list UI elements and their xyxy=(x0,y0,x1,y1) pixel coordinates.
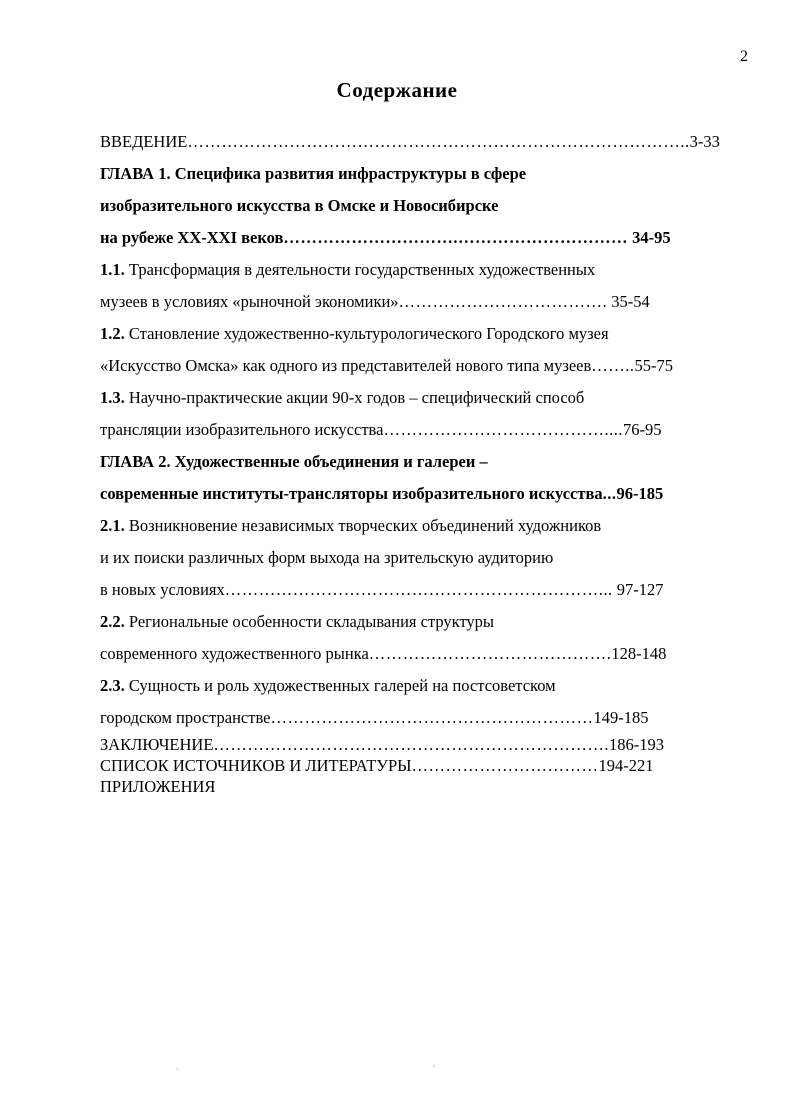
toc-entry-line xyxy=(100,318,755,350)
toc-entry-text: на рубеже XX-XXI веков xyxy=(100,228,284,247)
toc-leader-dots: ………………………………………………… xyxy=(270,708,594,727)
toc-entry-text: Трансформация в деятельности государственных художественных xyxy=(124,260,596,279)
toc-entry-line xyxy=(100,158,755,190)
toc-entry-number: 2.1. xyxy=(100,516,125,535)
toc-entry-line xyxy=(100,606,755,638)
toc-entry-text: Возникновение независимых творческих объединений художников xyxy=(124,516,602,535)
toc-entry-pages: 3-33 xyxy=(689,132,720,151)
toc-leader-dots: …………………………… xyxy=(411,756,599,775)
toc-entry-text: городском пространстве xyxy=(100,708,271,727)
toc-leader-dots: …………………………………………………………... xyxy=(224,580,613,599)
toc-entry-pages: 34-95 xyxy=(628,228,671,247)
toc-entry-text: современные институты-трансляторы изобразительного искусства xyxy=(100,484,603,503)
toc-entry-line xyxy=(100,254,755,286)
toc-entry-line xyxy=(100,574,755,606)
toc-entry-text: Научно-практические акции 90-х годов – специфический способ xyxy=(124,388,585,407)
toc-entry-text: музеев в условиях «рыночной экономики» xyxy=(100,292,399,311)
toc-entry-pages: 96-185 xyxy=(616,484,664,503)
toc-entry-pages: 35-54 xyxy=(607,292,650,311)
toc-entry-text: в новых условиях xyxy=(100,580,225,599)
toc-entry-text: ЗАКЛЮЧЕНИЕ xyxy=(100,735,214,754)
toc-entry-text: «Искусство Омска» как одного из представителей нового типа музеев xyxy=(100,356,592,375)
toc-entry-text: и их поиски различных форм выхода на зрительскую аудиторию xyxy=(100,548,554,567)
toc-entry-number: 1.3. xyxy=(100,388,125,407)
page-number: 2 xyxy=(740,48,748,65)
toc-entry-line xyxy=(100,510,755,542)
toc-leader-dots: ………………………….………………………… xyxy=(283,228,629,247)
scan-artifact-left: ʼ xyxy=(175,1064,180,1079)
toc-entry-text: ПРИЛОЖЕНИЯ xyxy=(100,777,216,796)
toc-entry-line xyxy=(100,638,755,670)
toc-entry-number: 2.3. xyxy=(100,676,125,695)
toc-entry-number: 1.2. xyxy=(100,324,125,343)
toc-entry-text: ГЛАВА 1. Специфика развития инфраструктуры в сфере xyxy=(100,164,527,183)
toc-entry-line xyxy=(100,286,755,318)
toc-entry-pages: 76-95 xyxy=(622,420,662,439)
toc-entry-text: ГЛАВА 2. Художественные объединения и галереи – xyxy=(100,452,488,471)
toc-entry-line xyxy=(100,478,755,510)
toc-entry-line xyxy=(100,702,755,734)
toc-entry-number: 1.1. xyxy=(100,260,125,279)
toc-entry-number: 2.2. xyxy=(100,612,125,631)
toc-entry-line xyxy=(100,414,755,446)
toc-entry-pages: 194-221 xyxy=(598,756,654,775)
toc-entry-line xyxy=(100,446,755,478)
toc-entry-text: Региональные особенности складывания структуры xyxy=(124,612,495,631)
toc-entry-pages: 128-148 xyxy=(611,644,667,663)
toc-leader-dots: ……………………………………. xyxy=(368,644,612,663)
toc-entry-line xyxy=(100,755,755,776)
toc-entry-line xyxy=(100,670,755,702)
toc-entry-text: ВВЕДЕНИЕ xyxy=(100,132,188,151)
toc-entry-line xyxy=(100,776,755,797)
toc-entry-line xyxy=(100,382,755,414)
toc-entry-pages: 149-185 xyxy=(593,708,649,727)
page-title: Содержание xyxy=(336,78,458,102)
toc-entry-line xyxy=(100,126,755,158)
toc-leader-dots: ………………………………. xyxy=(398,292,608,311)
toc-leader-dots: ………………………………….... xyxy=(383,420,623,439)
toc-leader-dots: ... xyxy=(602,484,617,503)
scan-artifact-right: ʻ xyxy=(432,1060,437,1075)
toc-entry-text: трансляции изобразительного искусства xyxy=(100,420,384,439)
toc-entry-text: современного художественного рынка xyxy=(100,644,369,663)
toc-entry-pages: 55-75 xyxy=(634,356,674,375)
toc-entry-line xyxy=(100,350,755,382)
toc-entry-pages: 186-193 xyxy=(609,735,665,754)
toc-leader-dots: …………………………………………………………………………….. xyxy=(187,132,690,151)
toc-entry-text: изобразительного искусства в Омске и Новосибирске xyxy=(100,196,499,215)
toc-entry-text: Становление художественно-культурологического Городского музея xyxy=(124,324,609,343)
toc-entry-line xyxy=(100,222,755,254)
table-of-contents xyxy=(100,126,755,797)
toc-entry-text: Сущность и роль художественных галерей на постсоветском xyxy=(124,676,556,695)
toc-leader-dots: …….. xyxy=(591,356,635,375)
toc-leader-dots: ……………………………………………………………. xyxy=(213,735,610,754)
toc-entry-line xyxy=(100,190,755,222)
toc-entry-text: СПИСОК ИСТОЧНИКОВ И ЛИТЕРАТУРЫ xyxy=(100,756,412,775)
toc-entry-line xyxy=(100,734,755,755)
toc-entry-pages: 97-127 xyxy=(612,580,664,599)
toc-entry-line xyxy=(100,542,755,574)
